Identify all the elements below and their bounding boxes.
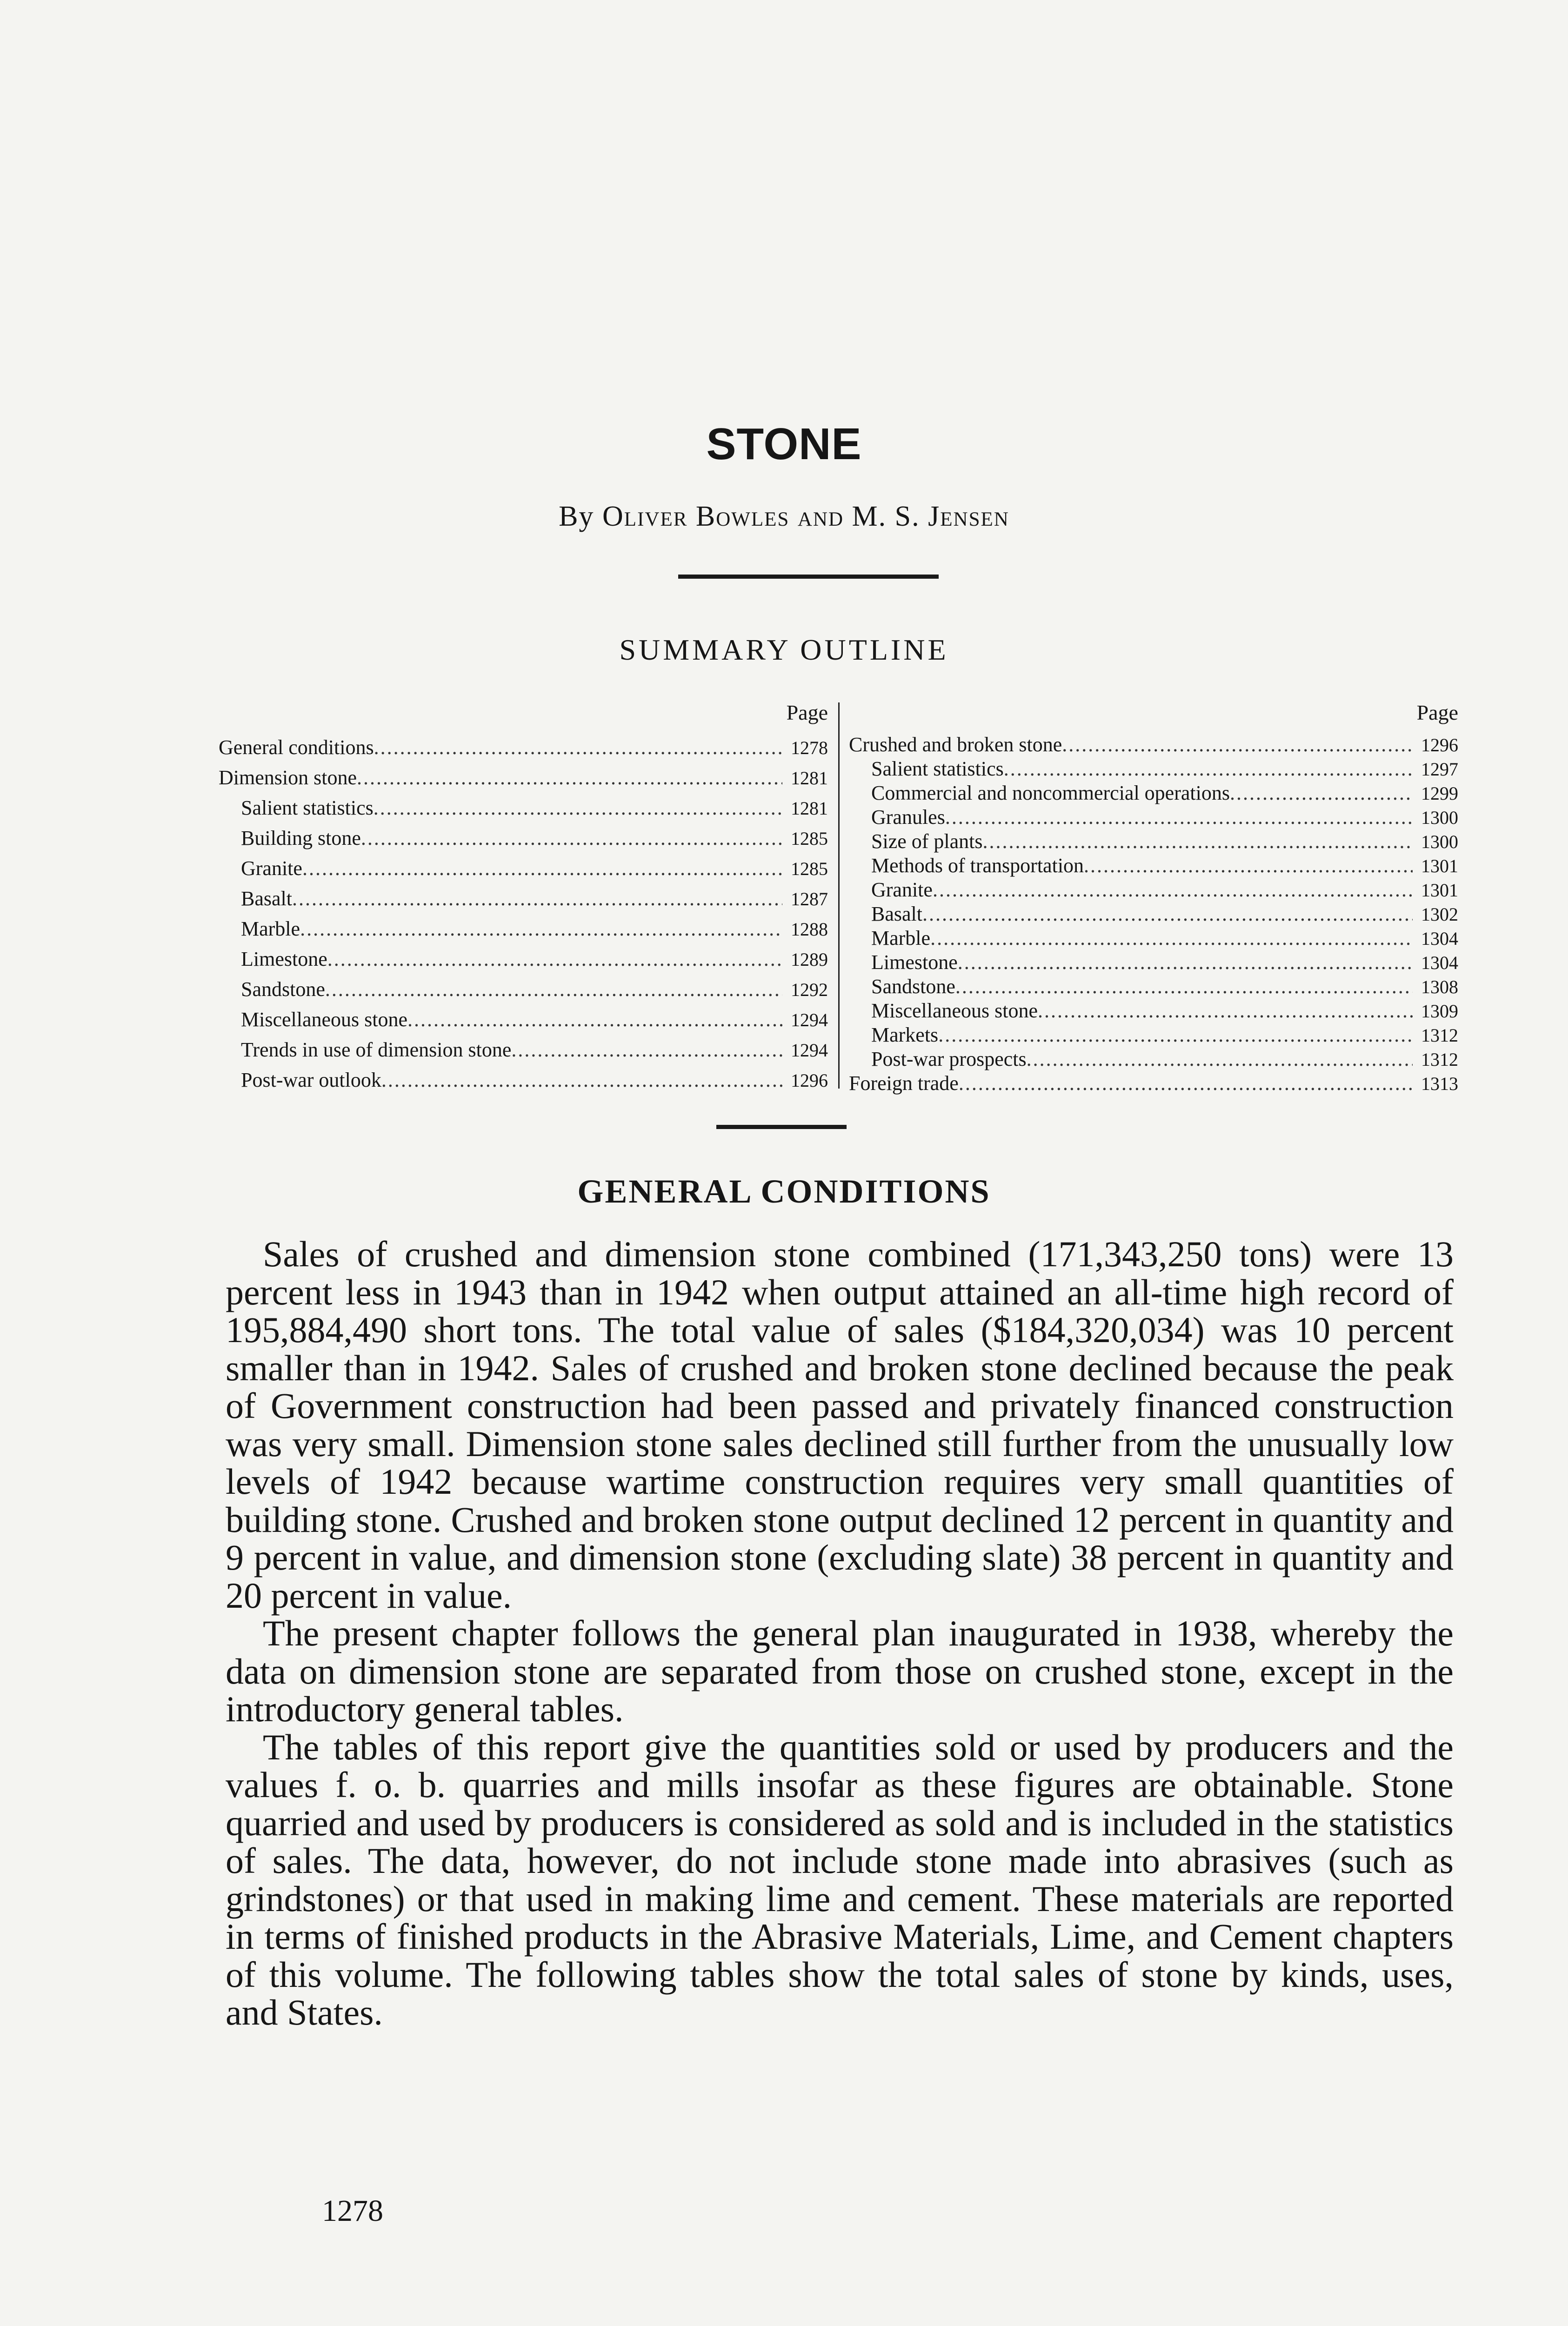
- outline-entry: [219, 793, 828, 823]
- outline-entry-label: Marble: [241, 917, 300, 940]
- outline-entry-page: 1288: [791, 919, 828, 940]
- page-column-header: Page: [1416, 701, 1458, 724]
- outline-entry-page: 1313: [1421, 1073, 1458, 1094]
- outline-entry-label: Basalt: [241, 887, 292, 910]
- outline-entry-page: 1304: [1421, 928, 1458, 949]
- dot-leader: [922, 902, 1413, 926]
- outline-entry: [849, 999, 1458, 1023]
- outline-entry-page: 1299: [1421, 783, 1458, 804]
- dot-leader: [1084, 854, 1413, 877]
- dot-leader: [1230, 781, 1413, 805]
- dot-leader: [300, 914, 782, 944]
- outline-right-list: [849, 733, 1458, 1096]
- dot-leader: [511, 1035, 782, 1065]
- outline-entry-label: Dimension stone: [219, 766, 357, 789]
- outline-entry-page: 1281: [791, 798, 828, 819]
- paragraph: The tables of this report give the quantities sold or used by producers and the values f. o. b. quarries and mills insofar as these figures are obtainable. Stone quarried and used by producers is considered as sold and is included in the statistics of sales. The data, however, do not include stone made into abrasives (such as grindstones) or that used in making lime and cement. These materials are reported in terms of finished products in the Abrasive Materials, Lime, and Cement chapters of this volume. The following tables show the total sales of stone by kinds, uses, and States.: [226, 1726, 1454, 2032]
- dot-leader: [302, 854, 782, 883]
- outline-entry-label: Sandstone: [871, 975, 955, 998]
- outline-entry: [219, 944, 828, 975]
- outline-entry: [849, 733, 1458, 757]
- paragraph: The present chapter follows the general plan inaugurated in 1938, whereby the data on dimension stone are separated from those on crushed stone, except in the introductory general tables.: [226, 1613, 1454, 1729]
- dot-leader: [959, 1071, 1413, 1095]
- outline-entry-label: Miscellaneous stone: [871, 999, 1038, 1022]
- outline-entry-label: Salient statistics: [241, 796, 374, 819]
- dot-leader: [955, 975, 1413, 998]
- outline-entry-label: Salient statistics: [871, 757, 1004, 780]
- dot-leader: [325, 975, 782, 1004]
- outline-left-column: [219, 700, 828, 1091]
- outline-entry-label: Post-war outlook: [241, 1069, 381, 1091]
- dot-leader: [357, 763, 782, 793]
- dot-leader: [1027, 1047, 1413, 1071]
- byline-conjunction: and: [797, 501, 844, 532]
- body-text: [226, 1235, 1454, 2032]
- outline-entry-page: 1312: [1421, 1025, 1458, 1046]
- outline-entry-page: 1301: [1421, 856, 1458, 876]
- outline-entry: [219, 763, 828, 793]
- dot-leader: [938, 1023, 1413, 1047]
- outline-entry: [219, 884, 828, 914]
- outline-entry: [849, 902, 1458, 926]
- outline-entry-label: Basalt: [871, 902, 922, 925]
- outline-entry-page: 1285: [791, 858, 828, 879]
- outline-entry: [849, 1071, 1458, 1096]
- outline-entry-page: 1309: [1421, 1001, 1458, 1022]
- byline-prefix: By: [559, 501, 594, 532]
- outline-entry-page: 1302: [1421, 904, 1458, 925]
- outline-entry-label: Commercial and noncommercial operations: [871, 782, 1230, 804]
- outline-entry: [219, 914, 828, 944]
- outline-entry-page: 1312: [1421, 1049, 1458, 1070]
- column-divider: [838, 702, 840, 1089]
- outline-entry-label: Post-war prospects: [871, 1048, 1027, 1070]
- outline-entry-label: Sandstone: [241, 978, 325, 1001]
- dot-leader: [945, 805, 1413, 829]
- author-2: M. S. Jensen: [852, 501, 1009, 532]
- outline-left-list: [219, 733, 828, 1096]
- outline-entry-label: Crushed and broken stone: [849, 733, 1062, 756]
- section-heading: GENERAL CONDITIONS: [577, 1173, 991, 1210]
- outline-entry-page: 1278: [791, 737, 828, 758]
- divider-rule: [716, 1125, 847, 1129]
- dot-leader: [361, 823, 782, 853]
- outline-entry: [849, 1023, 1458, 1047]
- outline-entry: [219, 1005, 828, 1035]
- dot-leader: [407, 1005, 782, 1035]
- outline-entry: [219, 854, 828, 884]
- dot-leader: [933, 878, 1413, 902]
- outline-entry-page: 1292: [791, 979, 828, 1000]
- dot-leader: [1062, 733, 1413, 756]
- outline-entry-page: 1289: [791, 949, 828, 970]
- page-column-header: Page: [786, 701, 828, 724]
- outline-entry: [849, 1047, 1458, 1071]
- outline-right-column: [849, 700, 1458, 1095]
- outline-entry-page: 1301: [1421, 880, 1458, 901]
- outline-entry-page: 1300: [1421, 831, 1458, 852]
- outline-entry-label: Marble: [871, 927, 931, 949]
- outline-entry-page: 1300: [1421, 807, 1458, 828]
- dot-leader: [292, 884, 782, 914]
- outline-entry-label: Methods of transportation: [871, 854, 1084, 877]
- outline-entry: [849, 781, 1458, 805]
- outline-entry-page: 1287: [791, 889, 828, 909]
- outline-entry: [849, 829, 1458, 854]
- dot-leader: [374, 793, 782, 823]
- chapter-title: STONE: [706, 419, 862, 469]
- outline-entry-label: Limestone: [241, 948, 327, 970]
- outline-entry-label: Granite: [241, 857, 302, 880]
- dot-leader: [983, 829, 1413, 853]
- outline-entry-page: 1294: [791, 1009, 828, 1030]
- outline-entry-page: 1294: [791, 1040, 828, 1061]
- outline-entry: [849, 805, 1458, 829]
- outline-entry-label: Markets: [871, 1023, 939, 1046]
- outline-entry-page: 1304: [1421, 952, 1458, 973]
- outline-entry-label: Size of plants: [871, 830, 983, 853]
- paragraph: Sales of crushed and dimension stone combined (171,343,250 tons) were 13 percent less in 1943 than in 1942 when output attained an all-time high record of 195,884,490 short tons. The total value of sales ($184,320,034) was 10 percent smaller than in 1942. Sales of crushed and broken stone declined because the peak of Government construction had been passed and privately financed construction was very small. Dimension stone sales declined still further from the unusually low levels of 1942 because wartime construction requires very small quantities of building stone. Crushed and broken stone output declined 12 percent in quantity and 9 percent in value, and dimension stone (excluding slate) 38 percent in quantity and 20 percent in value.: [226, 1234, 1454, 1616]
- dot-leader: [958, 950, 1413, 974]
- dot-leader: [327, 944, 782, 974]
- outline-entry: [219, 1065, 828, 1096]
- dot-leader: [1004, 757, 1413, 781]
- dot-leader: [1038, 999, 1413, 1023]
- outline-entry-label: General conditions: [219, 736, 374, 759]
- outline-entry-label: Building stone: [241, 827, 361, 849]
- outline-entry-page: 1297: [1421, 759, 1458, 780]
- outline-entry: [849, 926, 1458, 950]
- outline-entry-page: 1285: [791, 828, 828, 849]
- outline-entry: [849, 950, 1458, 975]
- outline-entry-label: Granules: [871, 806, 945, 829]
- outline-entry-label: Miscellaneous stone: [241, 1008, 408, 1031]
- outline-entry-page: 1296: [1421, 735, 1458, 755]
- outline-entry: [219, 1035, 828, 1065]
- author-1: Oliver Bowles: [602, 501, 790, 532]
- outline-entry: [849, 975, 1458, 999]
- outline-entry-page: 1296: [791, 1070, 828, 1091]
- outline-entry-page: 1281: [791, 768, 828, 789]
- outline-entry-label: Granite: [871, 878, 933, 901]
- outline-entry: [849, 878, 1458, 902]
- page-number: 1278: [322, 2194, 383, 2228]
- outline-entry: [219, 823, 828, 854]
- outline-entry: [219, 975, 828, 1005]
- outline-entry-page: 1308: [1421, 976, 1458, 997]
- outline-entry: [849, 757, 1458, 781]
- dot-leader: [930, 926, 1413, 950]
- outline-entry: [219, 733, 828, 763]
- divider-rule: [678, 575, 939, 579]
- dot-leader: [381, 1065, 782, 1095]
- summary-outline-heading: SUMMARY OUTLINE: [619, 633, 949, 666]
- outline-entry: [849, 854, 1458, 878]
- outline-entry-label: Trends in use of dimension stone: [241, 1038, 512, 1061]
- outline-entry-label: Limestone: [871, 951, 958, 974]
- dot-leader: [374, 733, 782, 762]
- outline-entry-label: Foreign trade: [849, 1072, 959, 1095]
- byline: [0, 500, 1568, 533]
